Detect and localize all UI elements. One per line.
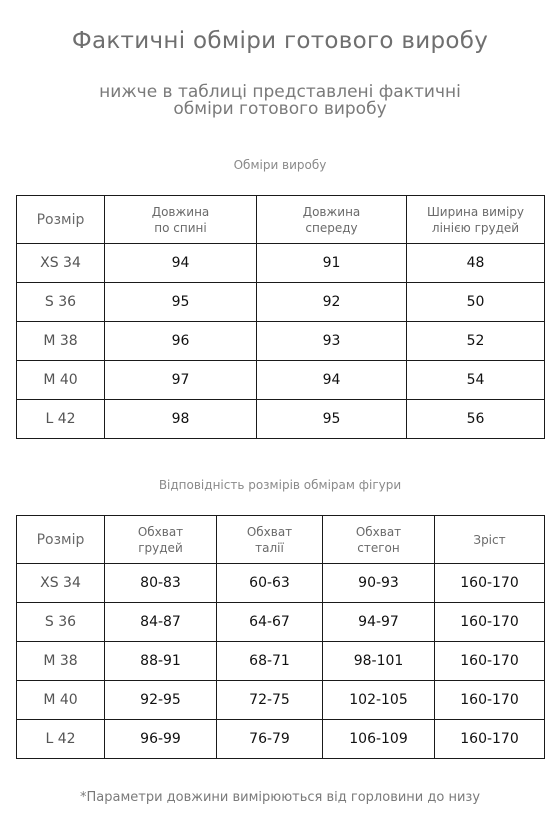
value-cell: 160-170 — [435, 681, 545, 720]
size-cell: S 36 — [17, 603, 105, 642]
size-cell: XS 34 — [17, 564, 105, 603]
table1-caption: Обміри виробу — [233, 158, 327, 172]
value-cell: 72-75 — [217, 681, 323, 720]
value-cell: 98 — [105, 400, 257, 439]
column-header: Розмір — [17, 516, 105, 564]
value-cell: 97 — [105, 361, 257, 400]
table-row — [17, 720, 545, 759]
value-cell: 56 — [407, 400, 545, 439]
value-cell: 94-97 — [323, 603, 435, 642]
value-cell: 64-67 — [217, 603, 323, 642]
value-cell: 160-170 — [435, 720, 545, 759]
value-cell: 102-105 — [323, 681, 435, 720]
value-cell: 60-63 — [217, 564, 323, 603]
size-cell: M 38 — [17, 322, 105, 361]
table-row — [17, 283, 545, 322]
table2-caption: Відповідність розмірів обмірам фігури — [158, 478, 402, 492]
value-cell: 98-101 — [323, 642, 435, 681]
value-cell: 92 — [257, 283, 407, 322]
size-chart-table — [16, 515, 545, 759]
table-row — [17, 361, 545, 400]
value-cell: 160-170 — [435, 603, 545, 642]
size-cell: S 36 — [17, 283, 105, 322]
table-row — [17, 564, 545, 603]
column-header: Довжина спереду — [257, 196, 407, 244]
value-cell: 96-99 — [105, 720, 217, 759]
value-cell: 94 — [257, 361, 407, 400]
value-cell: 90-93 — [323, 564, 435, 603]
value-cell: 50 — [407, 283, 545, 322]
column-header: Обхват талії — [217, 516, 323, 564]
column-header: Ширина виміру лінією грудей — [407, 196, 545, 244]
value-cell: 68-71 — [217, 642, 323, 681]
value-cell: 95 — [105, 283, 257, 322]
size-cell: L 42 — [17, 400, 105, 439]
value-cell: 160-170 — [435, 564, 545, 603]
value-cell: 96 — [105, 322, 257, 361]
column-header: Довжина по спині — [105, 196, 257, 244]
value-cell: 76-79 — [217, 720, 323, 759]
value-cell: 93 — [257, 322, 407, 361]
page-subtitle: нижче в таблиці представлені фактичні обміри готового виробу — [99, 82, 461, 119]
size-cell: L 42 — [17, 720, 105, 759]
column-header: Зріст — [435, 516, 545, 564]
table-header-row — [17, 516, 545, 564]
value-cell: 92-95 — [105, 681, 217, 720]
value-cell: 95 — [257, 400, 407, 439]
value-cell: 106-109 — [323, 720, 435, 759]
value-cell: 52 — [407, 322, 545, 361]
value-cell: 88-91 — [105, 642, 217, 681]
page-title: Фактичні обміри готового виробу — [71, 28, 489, 54]
column-header: Розмір — [17, 196, 105, 244]
value-cell: 91 — [257, 244, 407, 283]
value-cell: 80-83 — [105, 564, 217, 603]
table-header-row — [17, 196, 545, 244]
table-row — [17, 322, 545, 361]
value-cell: 54 — [407, 361, 545, 400]
garment-measurements-table — [16, 195, 545, 439]
column-header: Обхват стегон — [323, 516, 435, 564]
size-cell: M 40 — [17, 681, 105, 720]
table-row — [17, 603, 545, 642]
table-row — [17, 400, 545, 439]
table-row — [17, 244, 545, 283]
value-cell: 48 — [407, 244, 545, 283]
column-header: Обхват грудей — [105, 516, 217, 564]
size-cell: M 38 — [17, 642, 105, 681]
size-cell: M 40 — [17, 361, 105, 400]
table-row — [17, 681, 545, 720]
value-cell: 94 — [105, 244, 257, 283]
value-cell: 84-87 — [105, 603, 217, 642]
table-row — [17, 642, 545, 681]
footnote: *Параметри довжини вимірюються від горловини до низу — [79, 790, 481, 805]
size-cell: XS 34 — [17, 244, 105, 283]
value-cell: 160-170 — [435, 642, 545, 681]
